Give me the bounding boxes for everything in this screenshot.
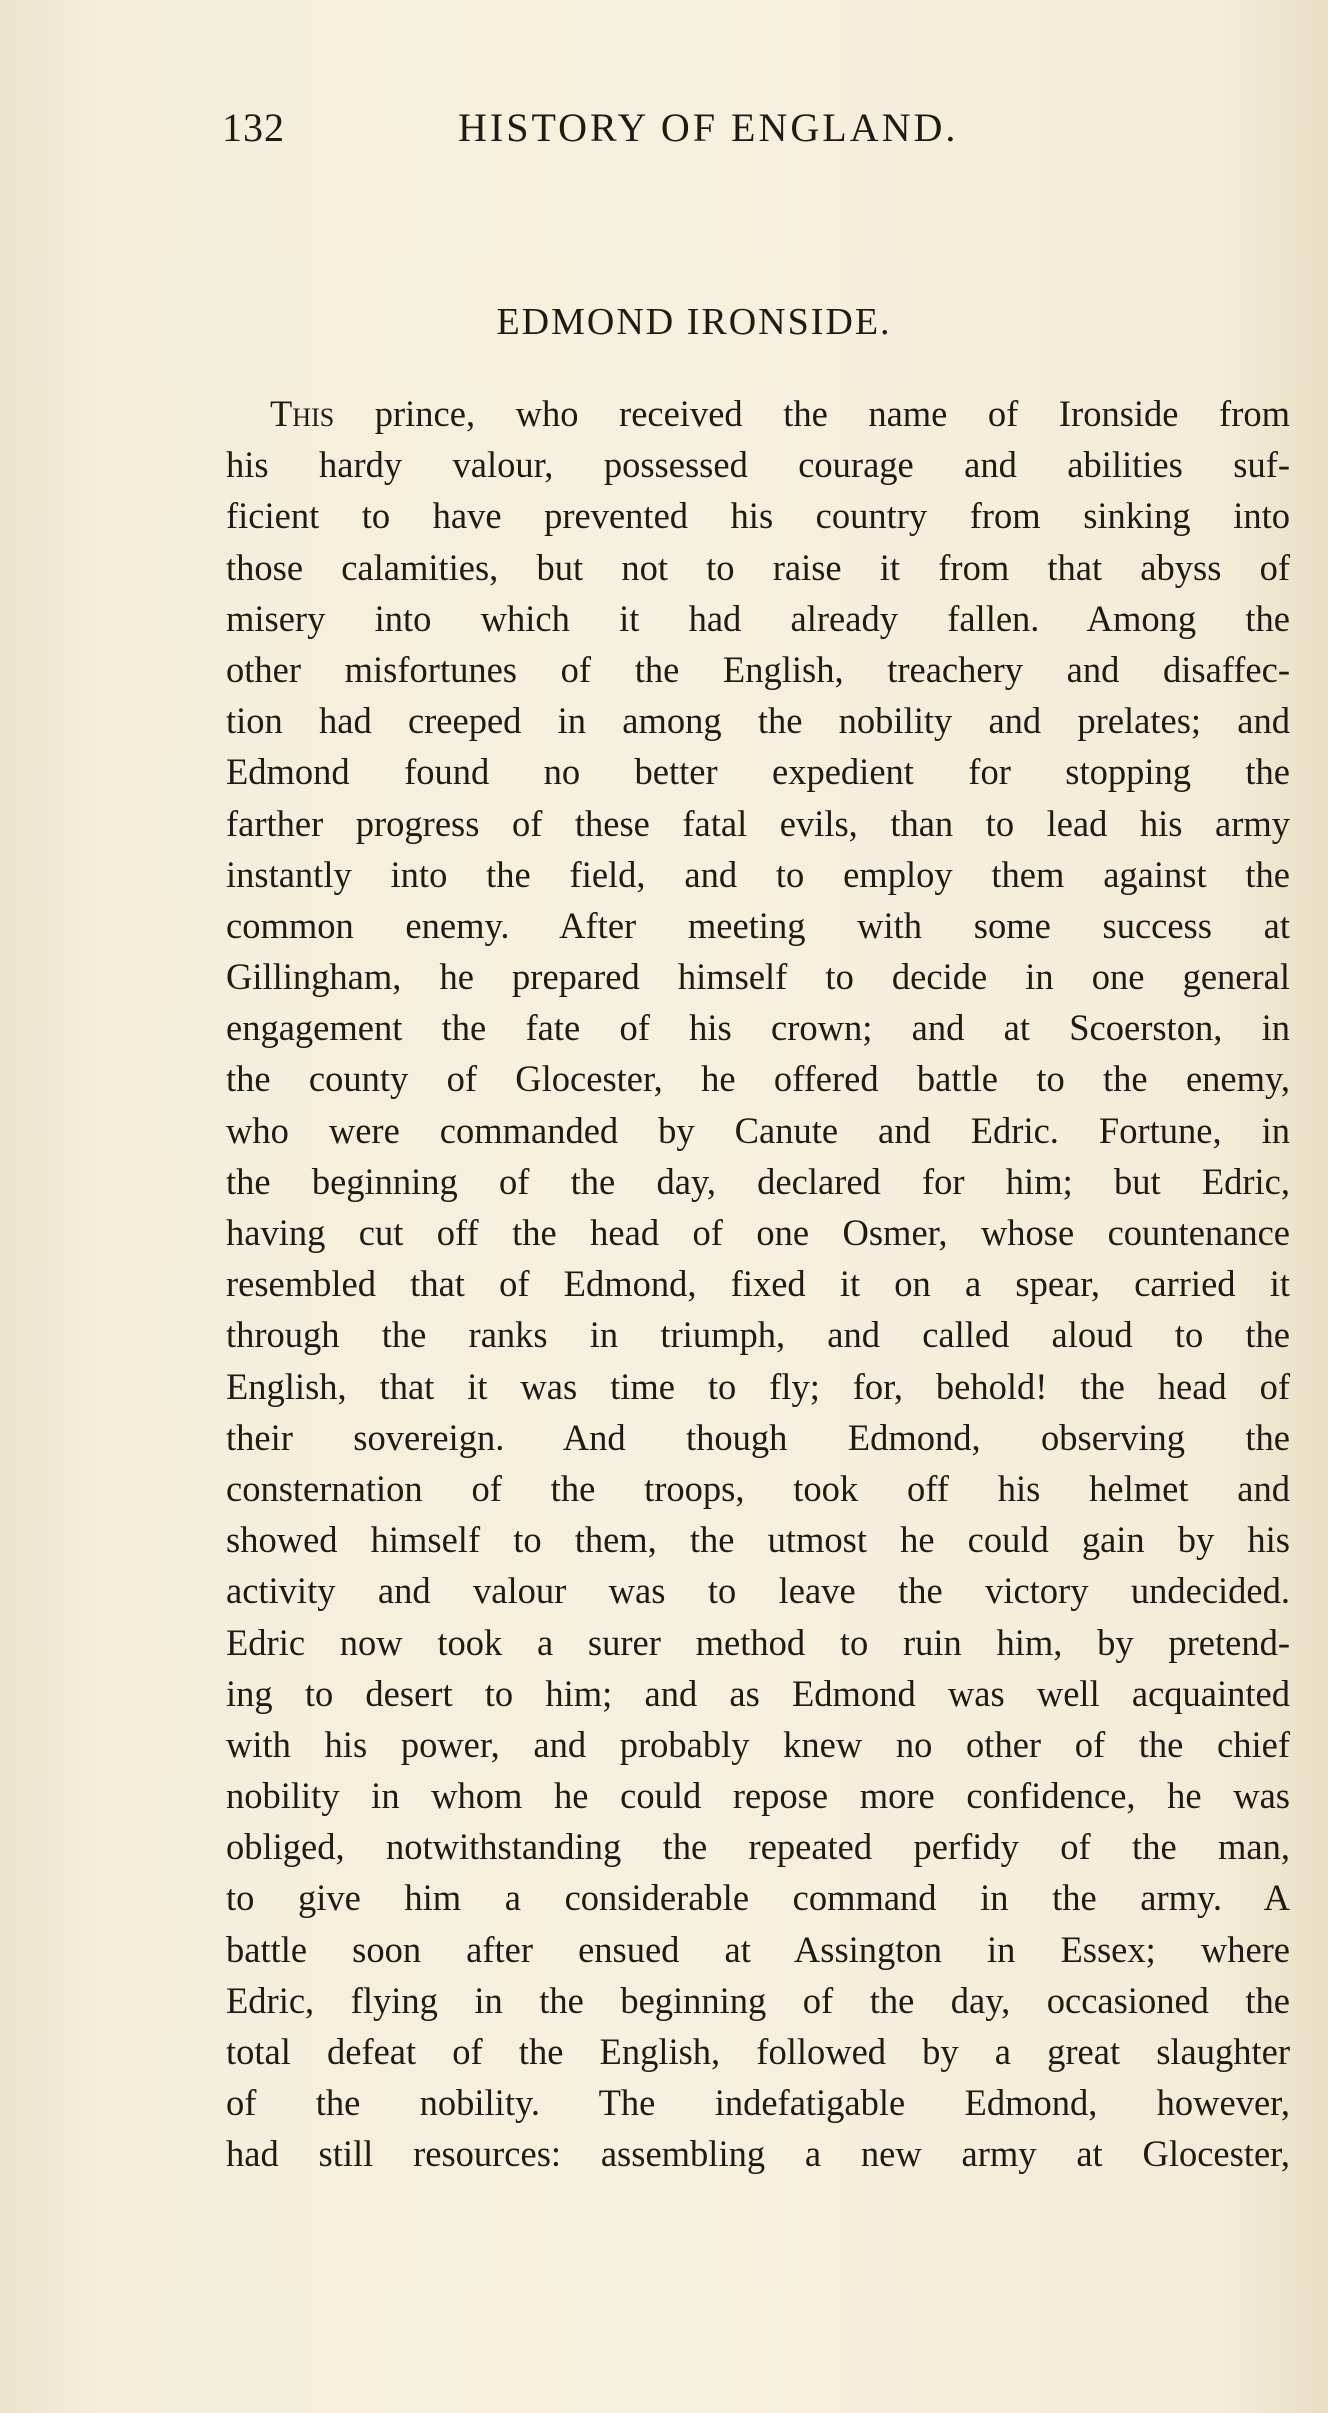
text-line: had still resources: assembling a new army at Glocester, xyxy=(226,2133,1290,2175)
text-line: consternation of the troops, took off his helmet and xyxy=(226,1467,1290,1509)
text-line: obliged, notwithstanding the repeated perfidy of the man, xyxy=(226,1826,1290,1868)
text-line: his hardy valour, possessed courage and abilities suf- xyxy=(226,444,1290,486)
text-line: who were commanded by Canute and Edric. Fortune, in xyxy=(226,1109,1290,1151)
text-line: instantly into the field, and to employ them against the xyxy=(226,853,1290,895)
text-line: total defeat of the English, followed by a great slaughter xyxy=(226,2031,1290,2072)
text-line: showed himself to them, the utmost he could gain by his xyxy=(226,1519,1290,1561)
text-line: ing to desert to him; and as Edmond was well acquainted xyxy=(226,1672,1290,1714)
text-line: activity and valour was to leave the victory undecided. xyxy=(226,1570,1290,1612)
running-head xyxy=(222,104,1052,164)
text-line: farther progress of these fatal evils, than to lead his army xyxy=(226,802,1290,844)
text-line: common enemy. After meeting with some success at xyxy=(226,904,1290,946)
text-line: tion had creeped in among the nobility and prelates; and xyxy=(226,700,1290,742)
text-line: their sovereign. And though Edmond, observing the xyxy=(226,1416,1290,1458)
text-line: of the nobility. The indefatigable Edmond, however, xyxy=(226,2082,1290,2124)
text-line: those calamities, but not to raise it from that abyss of xyxy=(226,546,1290,588)
text-line: Edmond found no better expedient for stopping the xyxy=(226,751,1290,793)
text-line: misery into which it had already fallen. Among the xyxy=(226,597,1290,639)
text-line: nobility in whom he could repose more confidence, he was xyxy=(226,1775,1290,1817)
first-word: This xyxy=(270,393,335,434)
text-line: Edric, flying in the beginning of the day, occasioned the xyxy=(226,1979,1290,2021)
text-line: having cut off the head of one Osmer, whose countenance xyxy=(226,1212,1290,1253)
running-title: HISTORY OF ENGLAND. xyxy=(458,105,959,150)
first-line-rest: prince, who received the name of Ironside from xyxy=(334,393,1290,434)
text-line: other misfortunes of the English, treachery and disaffec- xyxy=(226,648,1290,690)
text-line: Edric now took a surer method to ruin him, by pretend- xyxy=(226,1621,1290,1663)
text-line: engagement the fate of his crown; and at Scoerston, in xyxy=(226,1007,1290,1049)
text-line: ficient to have prevented his country from sinking into xyxy=(226,495,1290,537)
text-line: with his power, and probably knew no other of the chief xyxy=(226,1723,1290,1765)
chapter-title xyxy=(0,300,1328,344)
text-line: battle soon after ensued at Assington in Essex; where xyxy=(226,1928,1290,1970)
text-line: resembled that of Edmond, fixed it on a spear, carried it xyxy=(226,1263,1290,1305)
chapter-title-text: EDMOND IRONSIDE. xyxy=(496,301,892,343)
text-line: the county of Glocester, he offered battle to the enemy, xyxy=(226,1058,1290,1100)
text-line: through the ranks in triumph, and called aloud to the xyxy=(226,1314,1290,1356)
text-line: the beginning of the day, declared for him; but Edric, xyxy=(226,1160,1290,1202)
body-text xyxy=(226,388,1290,2180)
text-line: to give him a considerable command in the army. A xyxy=(226,1877,1290,1919)
text-line: Gillingham, he prepared himself to decide in one general xyxy=(226,956,1290,998)
text-line: English, that it was time to fly; for, behold! the head of xyxy=(226,1365,1290,1407)
text-line xyxy=(226,388,1290,439)
page-number: 132 xyxy=(222,105,285,150)
